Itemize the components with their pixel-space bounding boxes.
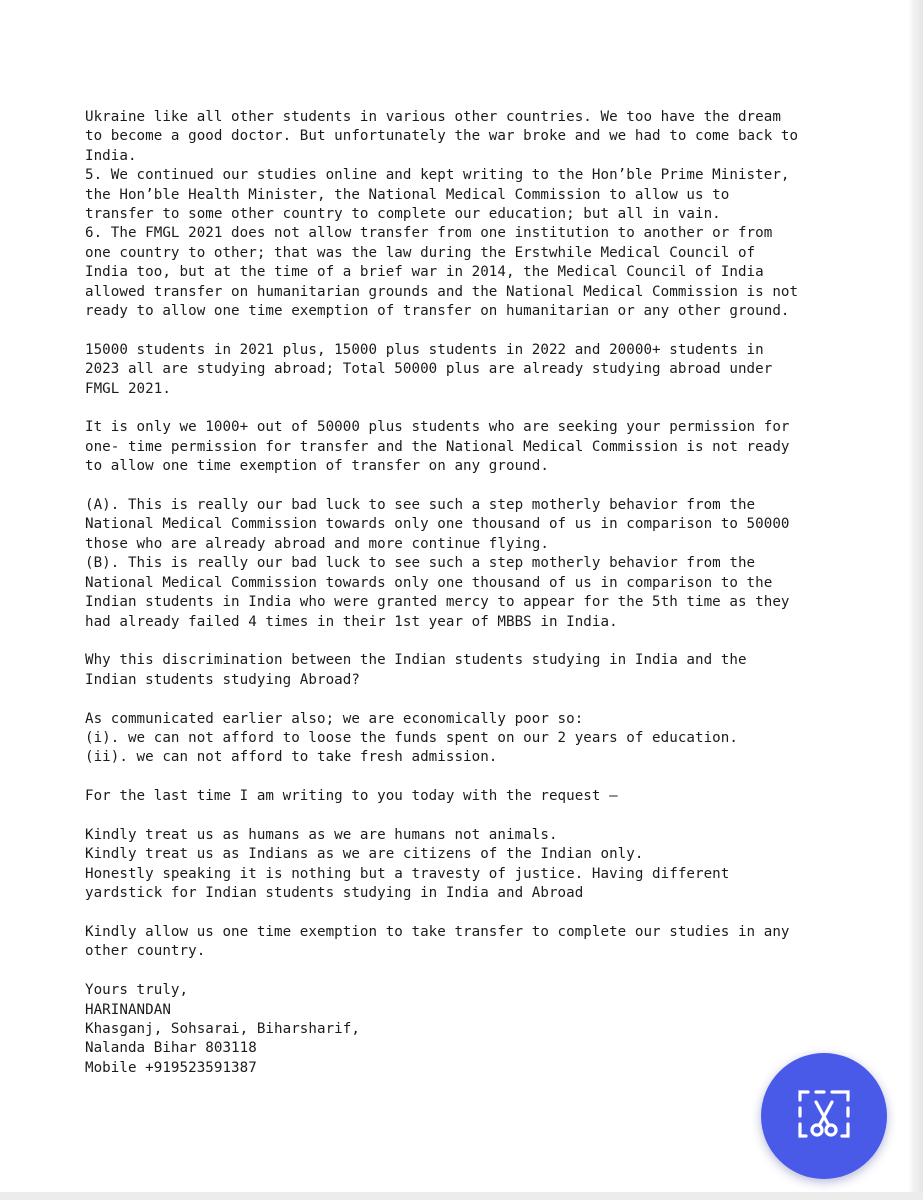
paragraph-student-numbers (85, 341, 885, 399)
text-line: other country. (85, 943, 206, 960)
screenshot-scissors-icon (794, 1084, 854, 1144)
paragraph-last-time (85, 787, 885, 806)
text-line: As communicated earlier also; we are economically poor so: (85, 710, 584, 727)
text-line: (B). This is really our bad luck to see such a step motherly behavior from the (85, 555, 756, 572)
signatory-name: HARINANDAN (85, 1001, 171, 1018)
letter-body (85, 108, 885, 1098)
paragraph-permission-request (85, 418, 885, 476)
text-line: 6. The FMGL 2021 does not allow transfer from one institution to another or from (85, 225, 773, 242)
text-line: For the last time I am writing to you today with the request – (85, 788, 618, 805)
text-line: had already failed 4 times in their 1st year of MBBS in India. (85, 613, 618, 630)
text-line: (A). This is really our bad luck to see such a step motherly behavior from the (85, 497, 756, 514)
text-line: 5. We continued our studies online and kept writing to the Hon’ble Prime Minister, (85, 167, 790, 184)
text-line: to become a good doctor. But unfortunately the war broke and we had to come back to (85, 128, 799, 145)
text-line: National Medical Commission towards only one thousand of us in comparison to the (85, 574, 773, 591)
text-line: those who are already abroad and more continue flying. (85, 535, 549, 552)
text-line: India too, but at the time of a brief war in 2014, the Medical Council of India (85, 264, 764, 281)
text-line: the Hon’ble Health Minister, the National Medical Commission to allow us to (85, 186, 730, 203)
closing: Yours truly, (85, 982, 189, 999)
text-line: Honestly speaking it is nothing but a travesty of justice. Having different (85, 865, 730, 882)
paragraph-economic (85, 710, 885, 768)
paragraph-kindly-treat (85, 826, 885, 904)
paragraph-ukraine-war (85, 108, 885, 321)
text-line: Kindly treat us as Indians as we are citizens of the Indian only. (85, 846, 644, 863)
text-line: (ii). we can not afford to take fresh admission. (85, 749, 498, 766)
paragraph-discrimination (85, 651, 885, 690)
text-line: India. (85, 147, 137, 164)
text-line: ready to allow one time exemption of transfer on humanitarian or any other ground. (85, 303, 790, 320)
mobile-number: Mobile +919523591387 (85, 1059, 257, 1076)
text-line: one- time permission for transfer and the National Medical Commission is not ready (85, 438, 790, 455)
text-line: Kindly treat us as humans as we are humans not animals. (85, 826, 558, 843)
text-line: FMGL 2021. (85, 380, 171, 397)
text-line: 2023 all are studying abroad; Total 50000 plus are already studying abroad under (85, 361, 773, 378)
paragraph-kindly-allow (85, 923, 885, 962)
text-line: National Medical Commission towards only one thousand of us in comparison to 50000 (85, 516, 790, 533)
text-line: allowed transfer on humanitarian grounds and the National Medical Commission is not (85, 283, 799, 300)
text-line: Kindly allow us one time exemption to take transfer to complete our studies in any (85, 923, 790, 940)
screenshot-edit-button[interactable] (761, 1053, 887, 1179)
text-line: to allow one time exemption of transfer on any ground. (85, 458, 549, 475)
text-line: Indian students in India who were granted mercy to appear for the 5th time as they (85, 594, 790, 611)
signature-block (85, 981, 885, 1078)
text-line: 15000 students in 2021 plus, 15000 plus students in 2022 and 20000+ students in (85, 341, 764, 358)
text-line: transfer to some other country to complete our education; but all in vain. (85, 206, 721, 223)
address-line: Khasganj, Sohsarai, Biharsharif, (85, 1020, 360, 1037)
text-line: yardstick for Indian students studying in India and Abroad (85, 885, 584, 902)
page-shadow-right (908, 0, 923, 1200)
text-line: (i). we can not afford to loose the funds spent on our 2 years of education. (85, 729, 738, 746)
text-line: Indian students studying Abroad? (85, 671, 360, 688)
page-shadow-bottom (0, 1192, 923, 1200)
address-line: Nalanda Bihar 803118 (85, 1040, 257, 1057)
paragraph-bad-luck (85, 496, 885, 632)
text-line: Ukraine like all other students in various other countries. We too have the dream (85, 109, 781, 125)
text-line: one country to other; that was the law during the Erstwhile Medical Council of (85, 244, 756, 261)
text-line: Why this discrimination between the Indian students studying in India and the (85, 652, 747, 669)
text-line: It is only we 1000+ out of 50000 plus students who are seeking your permission for (85, 419, 790, 436)
